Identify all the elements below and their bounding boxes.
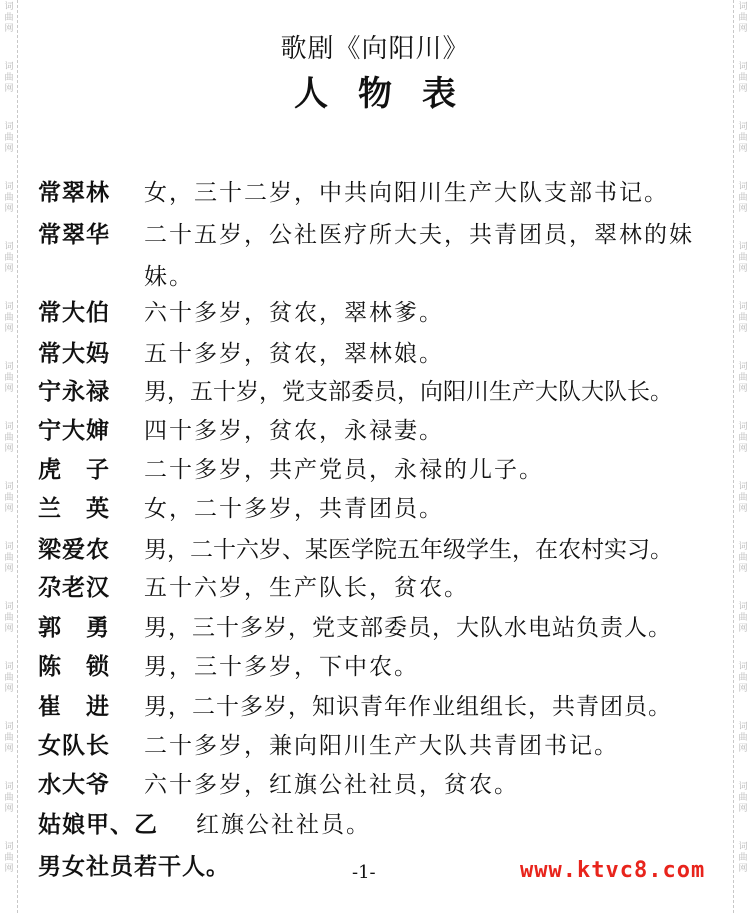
character-description: 五十多岁，贫农，翠林娘。 — [144, 341, 444, 367]
character-description: 红旗公社社员。 — [196, 812, 371, 838]
character-name: 常翠林 — [38, 180, 110, 206]
watermark-glyph-group: 词 曲 网 — [4, 722, 14, 754]
watermark-glyph-group: 词 曲 网 — [4, 2, 14, 34]
watermark-glyph-group: 词 曲 网 — [738, 602, 748, 634]
watermark-glyph-group: 词 曲 网 — [4, 842, 14, 874]
character-name: 水大爷 — [38, 772, 110, 798]
character-description: 男，三十多岁，党支部委员，大队水电站负责人。 — [144, 615, 672, 641]
page-number: -1- — [352, 862, 376, 883]
watermark-glyph-group: 词 曲 网 — [738, 182, 748, 214]
character-name: 虎 子 — [38, 457, 110, 483]
character-description: 男，三十多岁，下中农。 — [144, 654, 419, 680]
watermark-glyph-group: 词 曲 网 — [4, 122, 14, 154]
watermark-glyph-group: 词 曲 网 — [4, 422, 14, 454]
character-name: 梁爱农 — [38, 537, 110, 563]
character-description: 二十多岁，共产党员，永禄的儿子。 — [144, 457, 544, 483]
character-description: 五十六岁，生产队长，贫农。 — [144, 575, 469, 601]
watermark-glyph-group: 词 曲 网 — [4, 302, 14, 334]
watermark-glyph-group: 词 曲 网 — [738, 242, 748, 274]
watermark-glyph-group: 词 曲 网 — [738, 62, 748, 94]
watermark-glyph-group: 词 曲 网 — [738, 302, 748, 334]
watermark-glyph-group: 词 曲 网 — [738, 2, 748, 34]
character-name: 女队长 — [38, 733, 110, 759]
watermark-glyph-group: 词 曲 网 — [4, 182, 14, 214]
character-description-continued: 妹。 — [144, 264, 194, 290]
character-name: 陈 锁 — [38, 654, 110, 680]
character-description: 男，二十六岁、某医学院五年级学生，在农村实习。 — [144, 537, 673, 563]
character-name: 姑娘甲、乙 — [38, 812, 158, 838]
watermark-glyph-group: 词 曲 网 — [4, 62, 14, 94]
watermark-glyph-group: 词 曲 网 — [738, 362, 748, 394]
site-watermark: www.ktvc8.com — [520, 858, 706, 883]
character-description: 二十多岁，兼向阳川生产大队共青团书记。 — [144, 733, 619, 759]
character-name: 宁大婶 — [38, 418, 110, 444]
watermark-glyph-group: 词 曲 网 — [4, 362, 14, 394]
character-name: 崔 进 — [38, 694, 110, 720]
character-description: 六十多岁，贫农，翠林爹。 — [144, 300, 444, 326]
character-name: 宁永禄 — [38, 379, 110, 405]
extras-line: 男女社员若干人。 — [38, 854, 230, 880]
character-name: 常大妈 — [38, 341, 110, 367]
character-name: 尕老汉 — [38, 575, 110, 601]
page-border-left — [17, 0, 18, 913]
watermark-glyph-group: 词 曲 网 — [4, 242, 14, 274]
character-name: 常翠华 — [38, 222, 110, 248]
watermark-glyph-group: 词 曲 网 — [738, 422, 748, 454]
page-border-right — [733, 0, 734, 913]
character-description: 六十多岁，红旗公社社员，贫农。 — [144, 772, 519, 798]
character-description: 男，二十多岁，知识青年作业组组长，共青团员。 — [144, 694, 672, 720]
character-table-title: 人物表 — [294, 74, 486, 114]
opera-title: 歌剧《向阳川》 — [280, 34, 470, 64]
watermark-glyph-group: 词 曲 网 — [4, 782, 14, 814]
watermark-glyph-group: 词 曲 网 — [4, 542, 14, 574]
character-name: 郭 勇 — [38, 615, 110, 641]
character-description: 女，三十二岁，中共向阳川生产大队支部书记。 — [144, 180, 669, 206]
watermark-glyph-group: 词 曲 网 — [738, 482, 748, 514]
watermark-glyph-group: 词 曲 网 — [4, 482, 14, 514]
watermark-glyph-group: 词 曲 网 — [738, 542, 748, 574]
watermark-glyph-group: 词 曲 网 — [738, 122, 748, 154]
watermark-glyph-group: 词 曲 网 — [738, 662, 748, 694]
watermark-glyph-group: 词 曲 网 — [4, 662, 14, 694]
character-description: 二十五岁，公社医疗所大夫，共青团员，翠林的妹 — [144, 222, 694, 248]
character-name: 常大伯 — [38, 300, 110, 326]
watermark-glyph-group: 词 曲 网 — [4, 602, 14, 634]
watermark-glyph-group: 词 曲 网 — [738, 842, 748, 874]
watermark-glyph-group: 词 曲 网 — [738, 782, 748, 814]
watermark-glyph-group: 词 曲 网 — [738, 722, 748, 754]
character-description: 四十多岁，贫农，永禄妻。 — [144, 418, 444, 444]
character-name: 兰 英 — [38, 496, 110, 522]
character-description: 女，二十多岁，共青团员。 — [144, 496, 444, 522]
character-description: 男，五十岁，党支部委员，向阳川生产大队大队长。 — [144, 379, 673, 405]
